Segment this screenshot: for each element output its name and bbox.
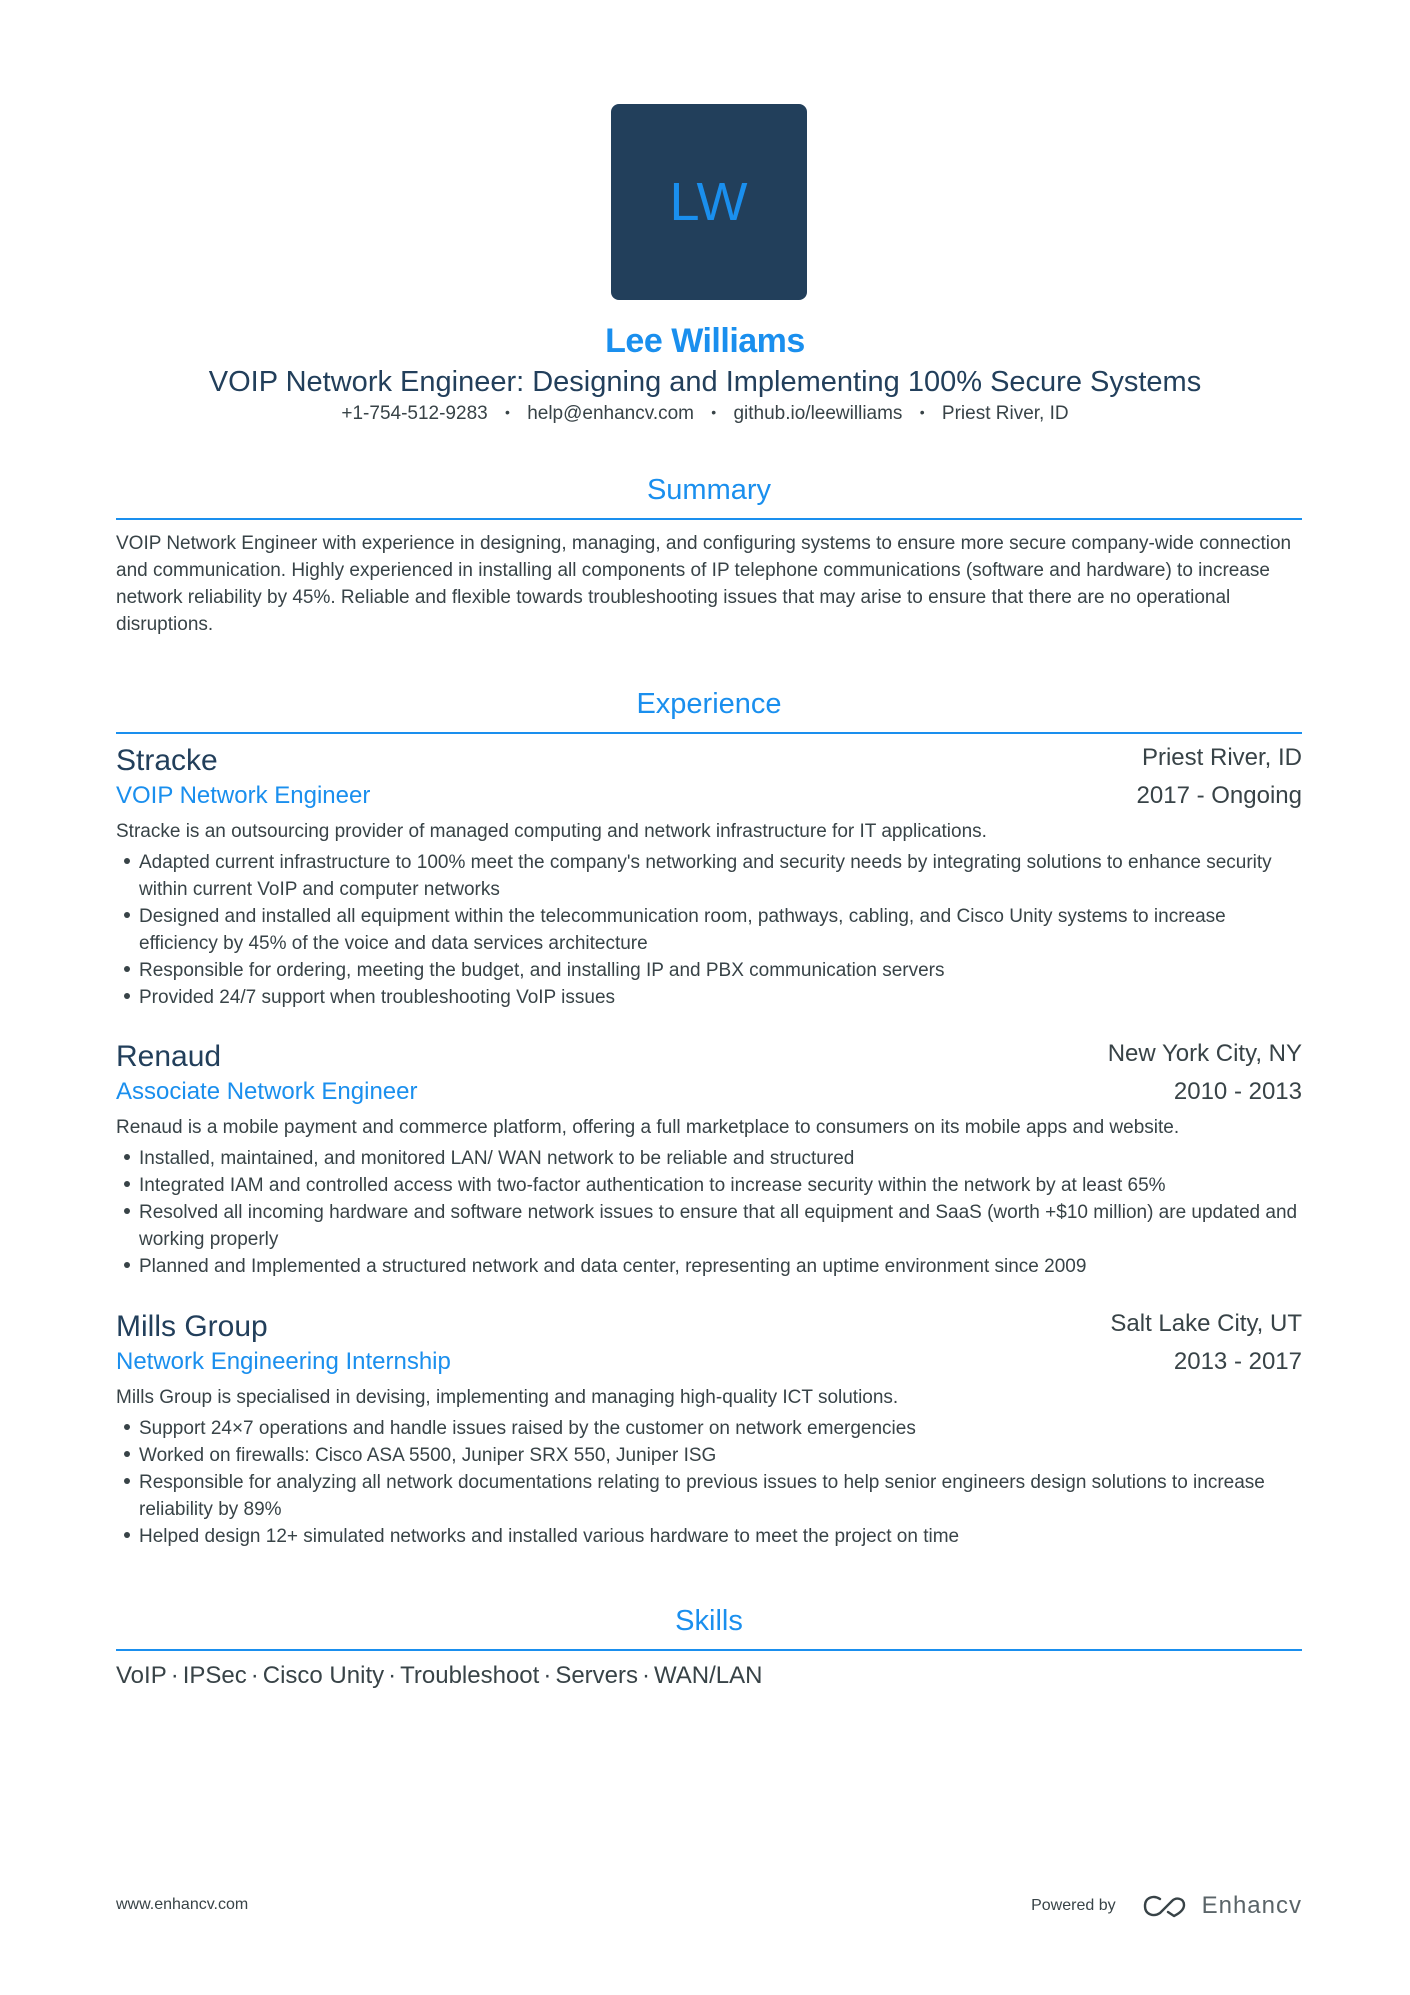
achievement-item — [116, 957, 1302, 984]
job-dates: 2010 - 2013 — [1173, 1078, 1302, 1105]
bullet-icon — [124, 858, 130, 864]
job-title: Network Engineering Internship — [116, 1348, 451, 1375]
skill-separator: · — [250, 1662, 259, 1689]
achievement-text: Planned and Implemented a structured network and data center, representing an uptime environment since 2009 — [139, 1256, 1087, 1277]
achievement-item — [116, 1523, 1302, 1550]
achievement-item — [116, 1469, 1302, 1523]
achievement-item — [116, 1145, 1302, 1172]
skill-tag: IPSec — [182, 1662, 247, 1689]
candidate-name: Lee Williams — [605, 322, 805, 360]
achievement-item — [116, 1172, 1302, 1199]
bullet-icon — [124, 912, 130, 918]
contact-link[interactable]: github.io/leewilliams — [733, 403, 903, 424]
achievement-item — [116, 849, 1302, 903]
bullet-icon — [124, 1478, 130, 1484]
achievement-text: Responsible for ordering, meeting the budget, and installing IP and PBX communication servers — [139, 960, 945, 981]
job-dates: 2013 - 2017 — [1173, 1348, 1302, 1375]
bullet-icon — [124, 1154, 130, 1160]
achievement-text: Designed and installed all equipment within the telecommunication room, pathways, cabling, and Cisco Unity systems to increase efficiency by 45% of the voice and data services architecture — [139, 906, 1226, 954]
achievement-list — [116, 1415, 1302, 1550]
achievement-item — [116, 903, 1302, 957]
skill-separator: · — [642, 1662, 650, 1689]
job-title: Associate Network Engineer — [116, 1078, 418, 1105]
company-description: Stracke is an outsourcing provider of managed computing and network infrastructure for IT applications. — [116, 821, 987, 842]
section-title-experience: Experience — [636, 688, 782, 720]
experience-entry — [116, 1040, 1302, 1280]
achievement-item — [116, 1199, 1302, 1253]
experience-entry — [116, 1310, 1302, 1550]
achievement-text: Adapted current infrastructure to 100% meet the company's networking and security needs by integrating solutions to enhance security within current VoIP and computer networks — [139, 852, 1272, 900]
skill-tag: WAN/LAN — [654, 1662, 763, 1689]
bullet-icon — [124, 993, 130, 999]
achievement-item — [116, 1442, 1302, 1469]
candidate-headline: VOIP Network Engineer: Designing and Implementing 100% Secure Systems — [208, 366, 1202, 398]
skill-tag: Cisco Unity — [262, 1662, 385, 1689]
company-name: Renaud — [116, 1040, 222, 1073]
achievement-text: Integrated IAM and controlled access with two-factor authentication to increase security within the network by at least 65% — [139, 1175, 1166, 1196]
skill-tag: Servers — [555, 1662, 638, 1689]
company-description: Mills Group is specialised in devising, implementing and managing high-quality ICT solutions. — [116, 1387, 899, 1408]
bullet-icon — [124, 966, 130, 972]
bullet-icon — [124, 1181, 130, 1187]
achievement-item — [116, 984, 1302, 1011]
avatar-initials: LW — [669, 172, 749, 232]
contact-email[interactable]: help@enhancv.com — [527, 403, 694, 424]
company-name: Stracke — [116, 744, 218, 777]
bullet-icon — [124, 1451, 130, 1457]
achievement-item — [116, 1253, 1302, 1280]
achievement-text: Provided 24/7 support when troubleshooting VoIP issues — [139, 987, 616, 1008]
skill-tag: VoIP — [116, 1662, 167, 1689]
skill-separator: · — [170, 1662, 179, 1689]
bullet-icon — [124, 1424, 130, 1430]
contact-phone[interactable]: +1-754-512-9283 — [341, 403, 488, 424]
achievement-text: Worked on firewalls: Cisco ASA 5500, Juniper SRX 550, Juniper ISG — [139, 1445, 717, 1466]
contact-location: Priest River, ID — [941, 403, 1069, 424]
enhancv-logo-icon — [1142, 1894, 1190, 1918]
job-location: New York City, NY — [1107, 1040, 1302, 1067]
achievement-list — [116, 1145, 1302, 1280]
job-location: Priest River, ID — [1141, 744, 1302, 771]
avatar — [611, 104, 807, 300]
section-divider — [116, 732, 1302, 734]
skills-list — [116, 1662, 762, 1690]
section-title-skills: Skills — [675, 1605, 743, 1637]
achievement-text: Helped design 12+ simulated networks and installed various hardware to meet the project on time — [139, 1526, 960, 1547]
summary-text: VOIP Network Engineer with experience in designing, managing, and configuring systems to ensure more secure company-wide connection and communication. Highly experienced in installing all components of IP telephone communications (software and hardware) to increase network reliability by 45%. Reliable and flexible towards troubleshooting issues that may arise to ensure that there are no operational disruptions. — [116, 533, 1292, 635]
achievement-text: Resolved all incoming hardware and software network issues to ensure that all equipment and SaaS (worth +$10 million) are updated and working properly — [139, 1202, 1298, 1250]
achievement-text: Installed, maintained, and monitored LAN/ WAN network to be reliable and structured — [139, 1148, 855, 1169]
section-divider — [116, 518, 1302, 520]
section-title-summary: Summary — [646, 474, 772, 506]
powered-by-label: Powered by — [1031, 1897, 1116, 1914]
bullet-icon — [124, 1532, 130, 1538]
company-name: Mills Group — [116, 1310, 268, 1343]
contact-info — [0, 403, 1410, 425]
achievement-list — [116, 849, 1302, 1011]
enhancv-brand-name: Enhancv — [1201, 1892, 1302, 1919]
footer-website-link[interactable]: www.enhancv.com — [116, 1896, 249, 1913]
section-divider — [116, 1649, 1302, 1651]
skill-separator: · — [388, 1662, 397, 1689]
achievement-text: Support 24×7 operations and handle issues raised by the customer on network emergencies — [139, 1418, 916, 1439]
bullet-icon — [124, 1208, 130, 1214]
job-location: Salt Lake City, UT — [1110, 1310, 1302, 1337]
skill-separator: · — [543, 1662, 552, 1689]
experience-entry — [116, 744, 1302, 1011]
contact-separator: • — [505, 404, 510, 420]
powered-by[interactable] — [1031, 1892, 1302, 1920]
contact-separator: • — [711, 404, 717, 420]
contact-separator: • — [919, 404, 925, 420]
achievement-text: Responsible for analyzing all network documentations relating to previous issues to help senior engineers design solutions to increase reliability by 89% — [139, 1472, 1265, 1520]
bullet-icon — [124, 1262, 130, 1268]
company-description: Renaud is a mobile payment and commerce platform, offering a full marketplace to consumers on its mobile apps and website. — [116, 1117, 1180, 1138]
achievement-item — [116, 1415, 1302, 1442]
job-title: VOIP Network Engineer — [116, 782, 371, 809]
job-dates: 2017 - Ongoing — [1136, 782, 1302, 809]
skill-tag: Troubleshoot — [400, 1662, 540, 1689]
